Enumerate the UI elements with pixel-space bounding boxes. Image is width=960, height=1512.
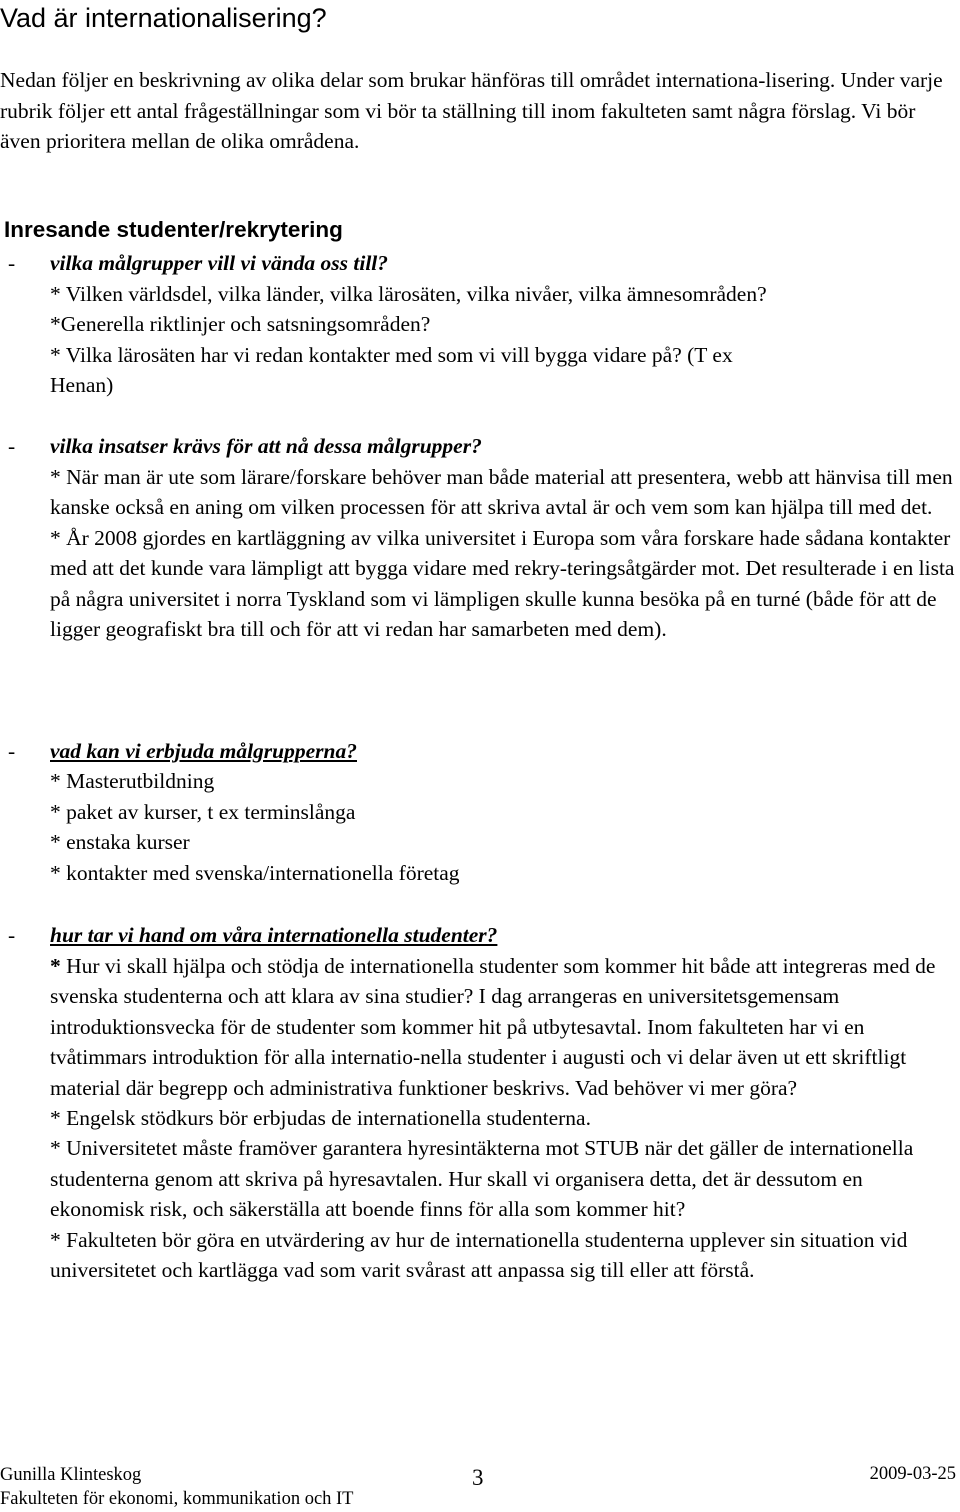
- footer-department: Fakulteten för ekonomi, kommunikation och IT: [0, 1489, 354, 1509]
- question-offer: vad kan vi erbjuda målgrupperna?: [50, 739, 357, 763]
- q3-line: * kontakter med svenska/internationella företag: [50, 861, 460, 885]
- dash-marker: -: [8, 923, 16, 947]
- section-heading: Inresande studenter/rekrytering: [4, 217, 343, 242]
- q4-paragraph: * Engelsk stödkurs bör erbjudas de internationella studenterna.: [50, 1106, 591, 1131]
- question-care: hur tar vi hand om våra internationella studenter?: [50, 923, 498, 947]
- page-title: Vad är internationalisering?: [0, 3, 327, 33]
- bold-asterisk: *: [50, 954, 61, 978]
- footer-page-number: 3: [472, 1465, 484, 1490]
- dash-marker: -: [8, 251, 16, 275]
- q2-paragraph: * År 2008 gjordes en kartläggning av vilka universitet i Europa som våra forskare hade sådana kontakter med att det kunde vara lämpligt att bygga vidare med rekry-teringsåtgärder mot. Det resulterade i en lista på några universitet i norra Tyskland som vi lämpligen skulle kunna besöka på en turné (både för att de ligger geografiskt bra till och för att vi redan har samarbeten med dem).: [50, 525, 955, 642]
- q2-paragraph: * När man är ute som lärare/forskare behöver man både material att presentera, webb att hänvisa till men kanske också en aning om vilken processen för att skriva avtal är och vem som kan hjälpa till med det.: [50, 465, 953, 520]
- question-efforts: vilka insatser krävs för att nå dessa målgrupper?: [50, 434, 482, 458]
- q3-line: * enstaka kurser: [50, 830, 190, 854]
- q1-line: *Generella riktlinjer och satsningsområden?: [50, 312, 431, 336]
- q1-line: * Vilka lärosäten har vi redan kontakter med som vi vill bygga vidare på? (T ex: [50, 343, 733, 367]
- dash-marker: -: [8, 434, 16, 458]
- intro-paragraph: Nedan följer en beskrivning av olika delar som brukar hänföras till området internationa-lisering. Under varje rubrik följer ett antal frågeställningar som vi bör ta ställning till inom fakulteten samt några förslag. Vi bör även prioritera mellan de olika områdena.: [0, 68, 943, 153]
- footer-date: 2009-03-25: [869, 1464, 956, 1484]
- dash-marker: -: [8, 739, 16, 763]
- q4-paragraph: * Hur vi skall hjälpa och stödja de internationella studenter som kommer hit både att integreras med de svenska studenterna och att klara av sina studier? I dag arrangeras en universitetsgemensam introduktionsvecka för de studenter som kommer hit på utbytesavtal. Inom fakulteten har vi en tvåtimmars introduktion för alla internatio-nella studenter i augusti och vi delar även ut ett skriftligt material där begrepp och administrativa funktioner beskrivs. Vad behöver vi mer göra?: [50, 954, 936, 1100]
- q3-line: * paket av kurser, t ex terminslånga: [50, 800, 356, 824]
- q1-line: * Vilken världsdel, vilka länder, vilka lärosäten, vilka nivåer, vilka ämnesområden?: [50, 282, 767, 306]
- q4-paragraph: * Universitetet måste framöver garantera hyresintäkterna mot STUB när det gäller de internationella studenterna genom att skriva på hyresavtalen. Hur skall vi organisera detta, det är dessutom en ekonomisk risk, och säkerställa att boende finns för alla som kommer hit?: [50, 1136, 914, 1222]
- q3-line: * Masterutbildning: [50, 769, 215, 793]
- q4-answer-block: [50, 951, 955, 1285]
- q2-answer-block: [50, 462, 955, 644]
- q1-line: Henan): [50, 373, 114, 397]
- question-target-groups: vilka målgrupper vill vi vända oss till?: [50, 251, 389, 275]
- footer-author: Gunilla Klinteskog: [0, 1465, 142, 1485]
- q4-paragraph: * Fakulteten bör göra en utvärdering av hur de internationella studenterna upplever sin situation vid universitetet och kartlägga vad som varit svårast att anpassa sig till eller att förstå.: [50, 1227, 908, 1283]
